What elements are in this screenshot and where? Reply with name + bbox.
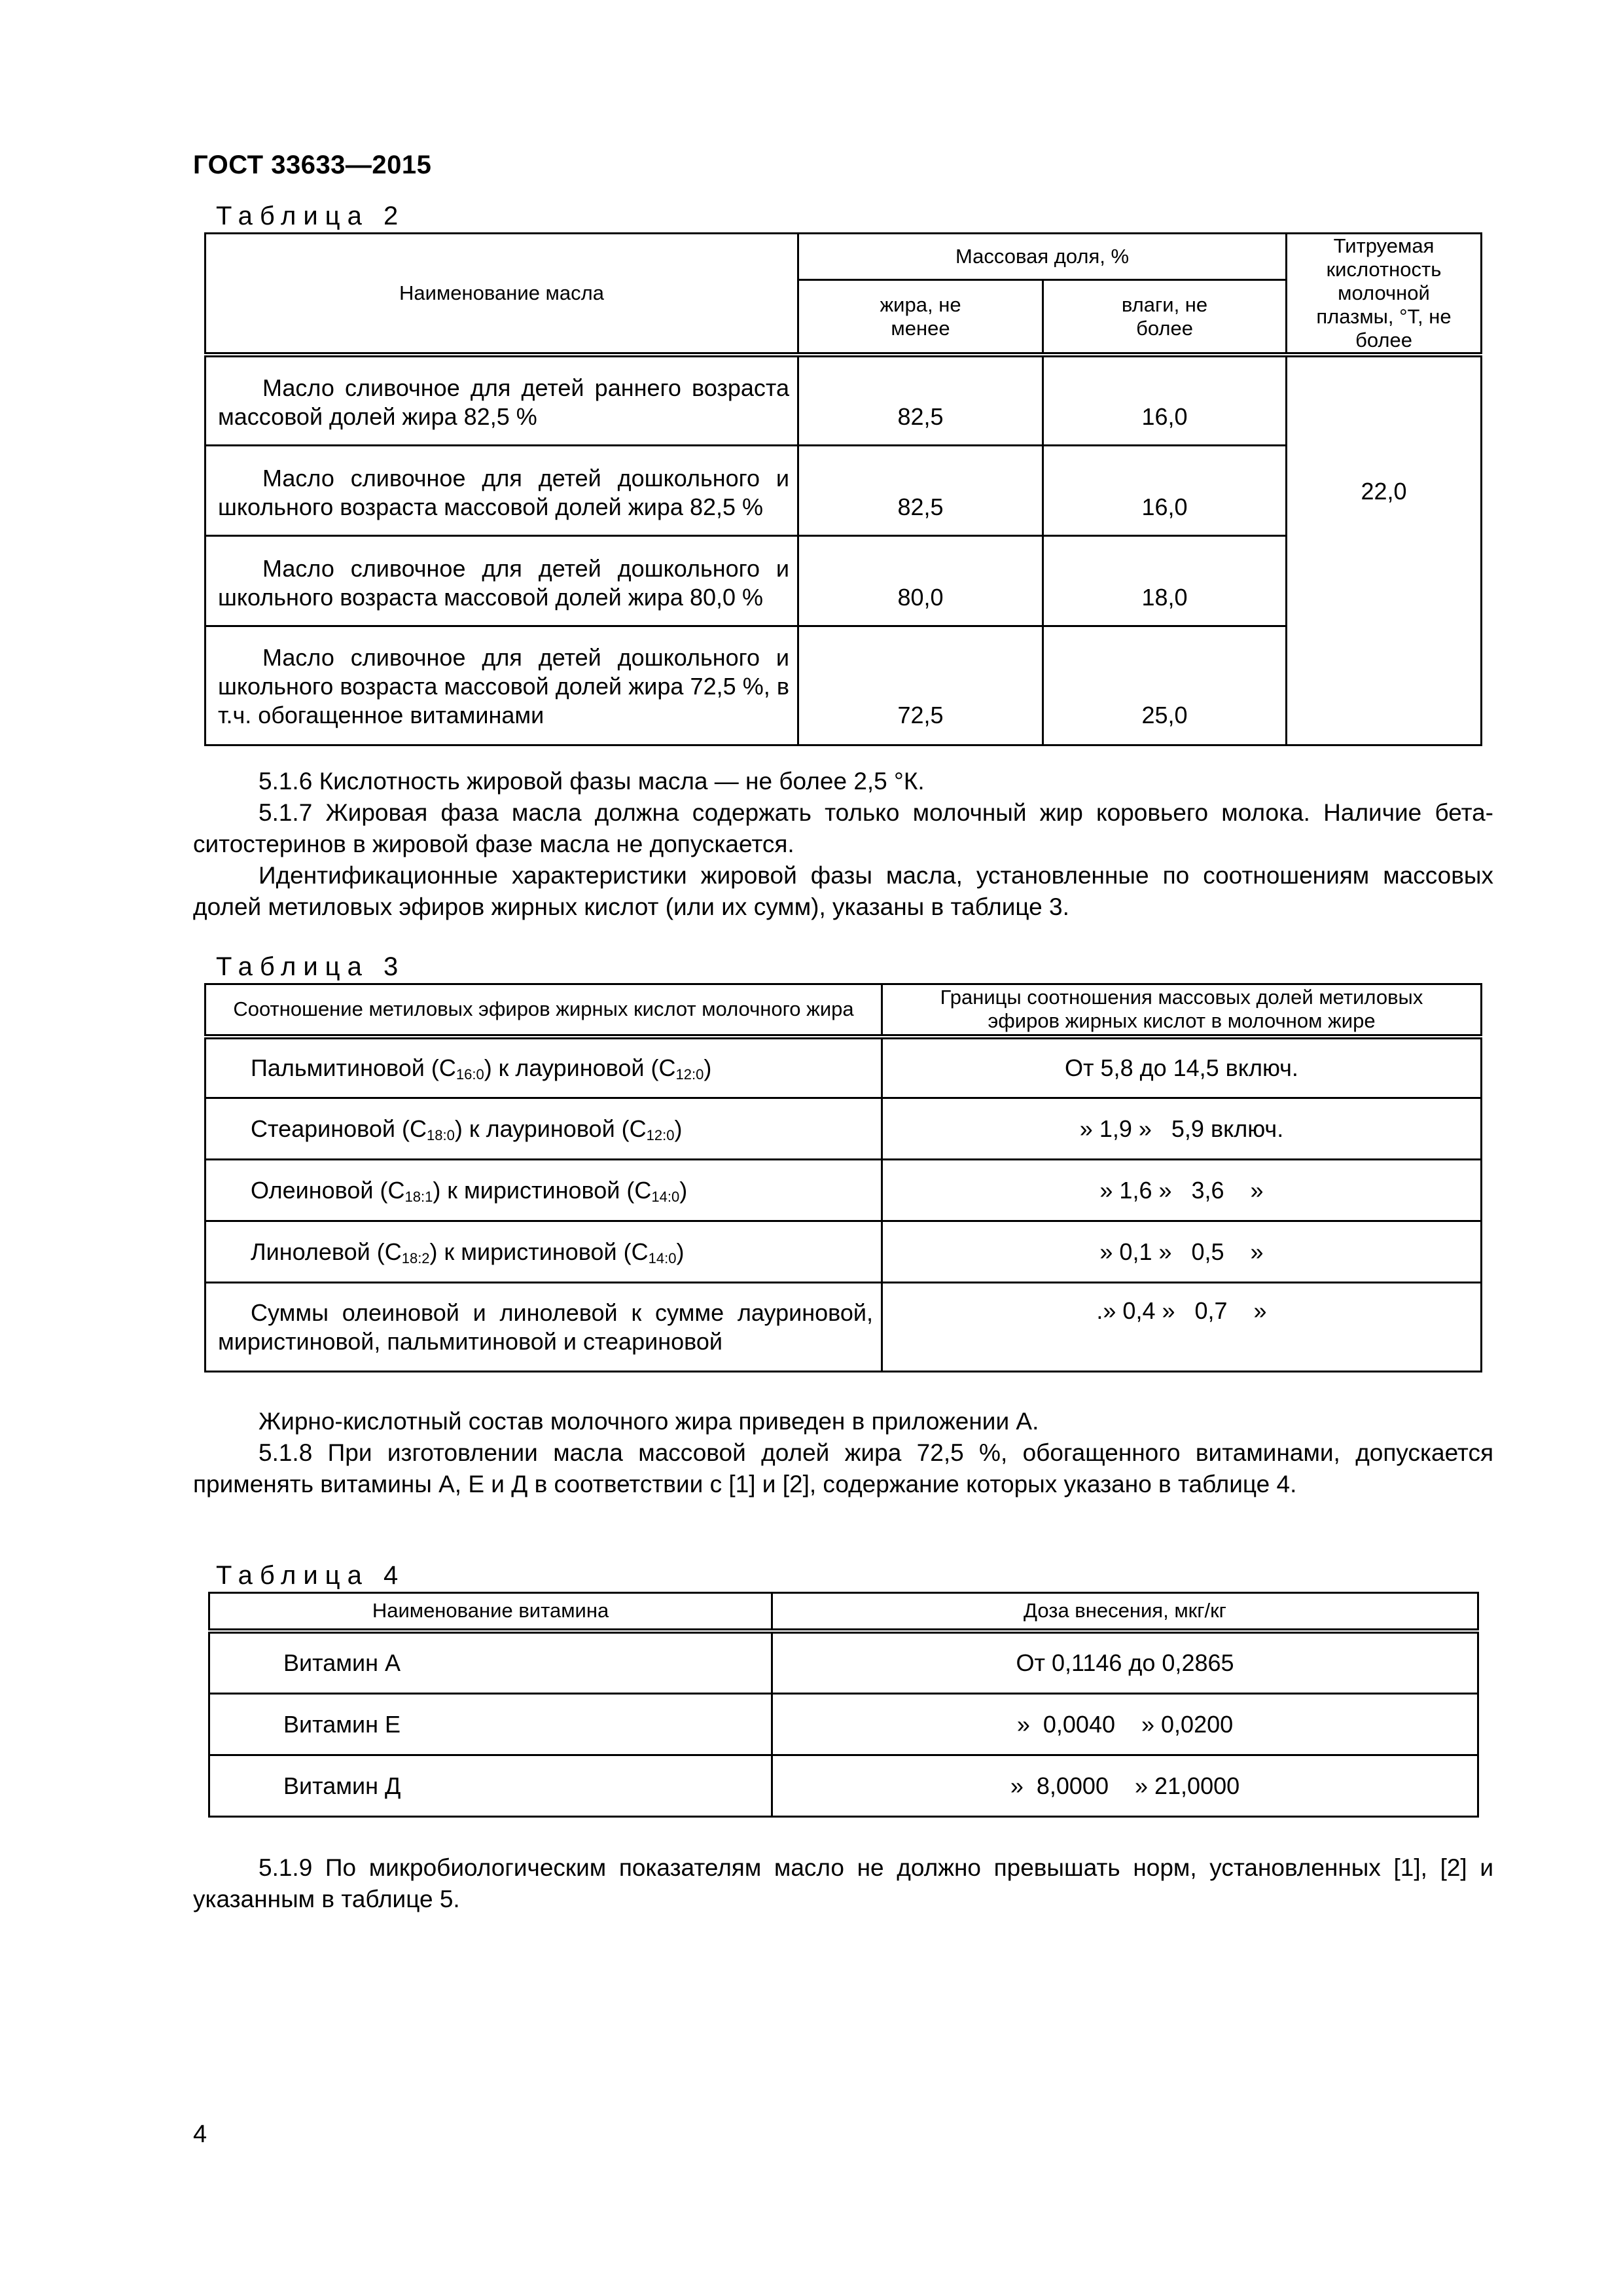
- table-3: [204, 983, 1482, 1372]
- table-3-row-1-name: Пальмитиновой $(С_{16:0})$ к лауриновой $(С_{12:0})$: [205, 1037, 882, 1098]
- table-2-row-4-name: Масло сливочное для детей дошкольного и школьного возраста массовой долей жира 72,5 %, в т.ч. обогащенное витаминами: [205, 626, 798, 745]
- table-2-row-3-moisture: 18,0: [1043, 535, 1287, 626]
- paragraph-5-1-6: 5.1.6 Кислотность жировой фазы масла — не более 2,5 °К.: [259, 768, 925, 795]
- table-3-header-bounds: Границы соотношения массовых долей метиловых эфиров жирных кислот в молочном жире: [882, 984, 1482, 1037]
- table-2-row-3-name: Масло сливочное для детей дошкольного и школьного возраста массовой долей жира 80,0 %: [205, 535, 798, 626]
- table-4-header-name: Наименование витамина: [209, 1593, 772, 1631]
- paragraph-identification: Идентификационные характеристики жировой фазы масла, установленные по соотношениям массовых долей метиловых эфиров жирных кислот (или их сумм), указаны в таблице 3.: [193, 862, 1493, 920]
- table-4-row-2-value: » 0,0040 » 0,0200: [772, 1694, 1478, 1755]
- table-2-header-moisture: влаги, не более: [1043, 280, 1287, 355]
- page-number: 4: [193, 2121, 207, 2148]
- table-2-row-1-name: Масло сливочное для детей раннего возраста массовой долей жира 82,5 %: [205, 355, 798, 445]
- table-2-row-4-fat: 72,5: [798, 626, 1043, 745]
- table-3-row-2-name: Стеариновой $(С_{18:0})$ к лауриновой $(С_{12:0})$: [205, 1098, 882, 1160]
- table-2-row-2-name: Масло сливочное для детей дошкольного и школьного возраста массовой долей жира 82,5 %: [205, 445, 798, 535]
- table-3-row-2-value: » 1,9 » 5,9 включ.: [882, 1098, 1482, 1160]
- table-2-row-1-moisture: 16,0: [1043, 355, 1287, 445]
- text-block-1: [193, 766, 1493, 923]
- table-3-row-4-name: Линолевой $(С_{18:2})$ к миристиновой $(С_{14:0})$: [205, 1221, 882, 1283]
- text-block-2: [193, 1406, 1493, 1500]
- table-3-row-5-name: Суммы олеиновой и линолевой к сумме лауриновой, миристиновой, пальмитиновой и стеариновой: [205, 1283, 882, 1372]
- table-2-row-2-fat: 82,5: [798, 445, 1043, 535]
- table-2: [204, 232, 1482, 746]
- paragraph-5-1-8: 5.1.8 При изготовлении масла массовой долей жира 72,5 %, обогащенного витаминами, допускается применять витамины А, Е и Д в соответствии с [1] и [2], содержание которых указано в таблице 4.: [193, 1439, 1493, 1498]
- table-3-row-5-value: .» 0,4 » 0,7 »: [882, 1283, 1482, 1372]
- table-2-row-3-fat: 80,0: [798, 535, 1043, 626]
- text-block-3: [193, 1852, 1493, 1915]
- paragraph-fatty-acid: Жирно-кислотный состав молочного жира приведен в приложении А.: [259, 1408, 1039, 1435]
- paragraph-5-1-7: 5.1.7 Жировая фаза масла должна содержать только молочный жир коровьего молока. Наличие бета-ситостеринов в жировой фазе масла не допускается.: [193, 799, 1493, 857]
- table-4-caption: Таблица 4: [216, 1561, 406, 1590]
- table-4-row-1-name: Витамин А: [209, 1631, 772, 1694]
- table-3-row-3-value: » 1,6 » 3,6 »: [882, 1160, 1482, 1221]
- table-2-header-mass: Массовая доля, %: [798, 234, 1287, 280]
- table-3-row-3-name: Олеиновой $(С_{18:1})$ к миристиновой $(С_{14:0})$: [205, 1160, 882, 1221]
- table-4-header-dose: Доза внесения, мкг/кг: [772, 1593, 1478, 1631]
- table-2-caption: Таблица 2: [216, 202, 406, 230]
- document-code-header: ГОСТ 33633—2015: [193, 151, 432, 179]
- table-3-row-4-value: » 0,1 » 0,5 »: [882, 1221, 1482, 1283]
- table-2-row-2-moisture: 16,0: [1043, 445, 1287, 535]
- table-4-row-3-name: Витамин Д: [209, 1755, 772, 1817]
- table-3-row-1-value: От 5,8 до 14,5 включ.: [882, 1037, 1482, 1098]
- table-4: [208, 1592, 1479, 1818]
- table-2-row-4-moisture: 25,0: [1043, 626, 1287, 745]
- table-2-header-fat: жира, не менее: [798, 280, 1043, 355]
- paragraph-5-1-9: 5.1.9 По микробиологическим показателям масло не должно превышать норм, установленных [1], [2] и указанным в таблице 5.: [193, 1854, 1493, 1912]
- table-2-header-name: Наименование масла: [205, 234, 798, 355]
- table-4-row-1-value: От 0,1146 до 0,2865: [772, 1631, 1478, 1694]
- table-2-row-1-fat: 82,5: [798, 355, 1043, 445]
- table-3-header-ratio: Соотношение метиловых эфиров жирных кислот молочного жира: [205, 984, 882, 1037]
- table-2-acidity-value: 22,0: [1287, 355, 1482, 745]
- table-4-row-2-name: Витамин Е: [209, 1694, 772, 1755]
- table-4-row-3-value: » 8,0000 » 21,0000: [772, 1755, 1478, 1817]
- table-3-caption: Таблица 3: [216, 952, 406, 981]
- table-2-header-acidity: Титруемая кислотность молочной плазмы, °Т, не более: [1287, 234, 1482, 355]
